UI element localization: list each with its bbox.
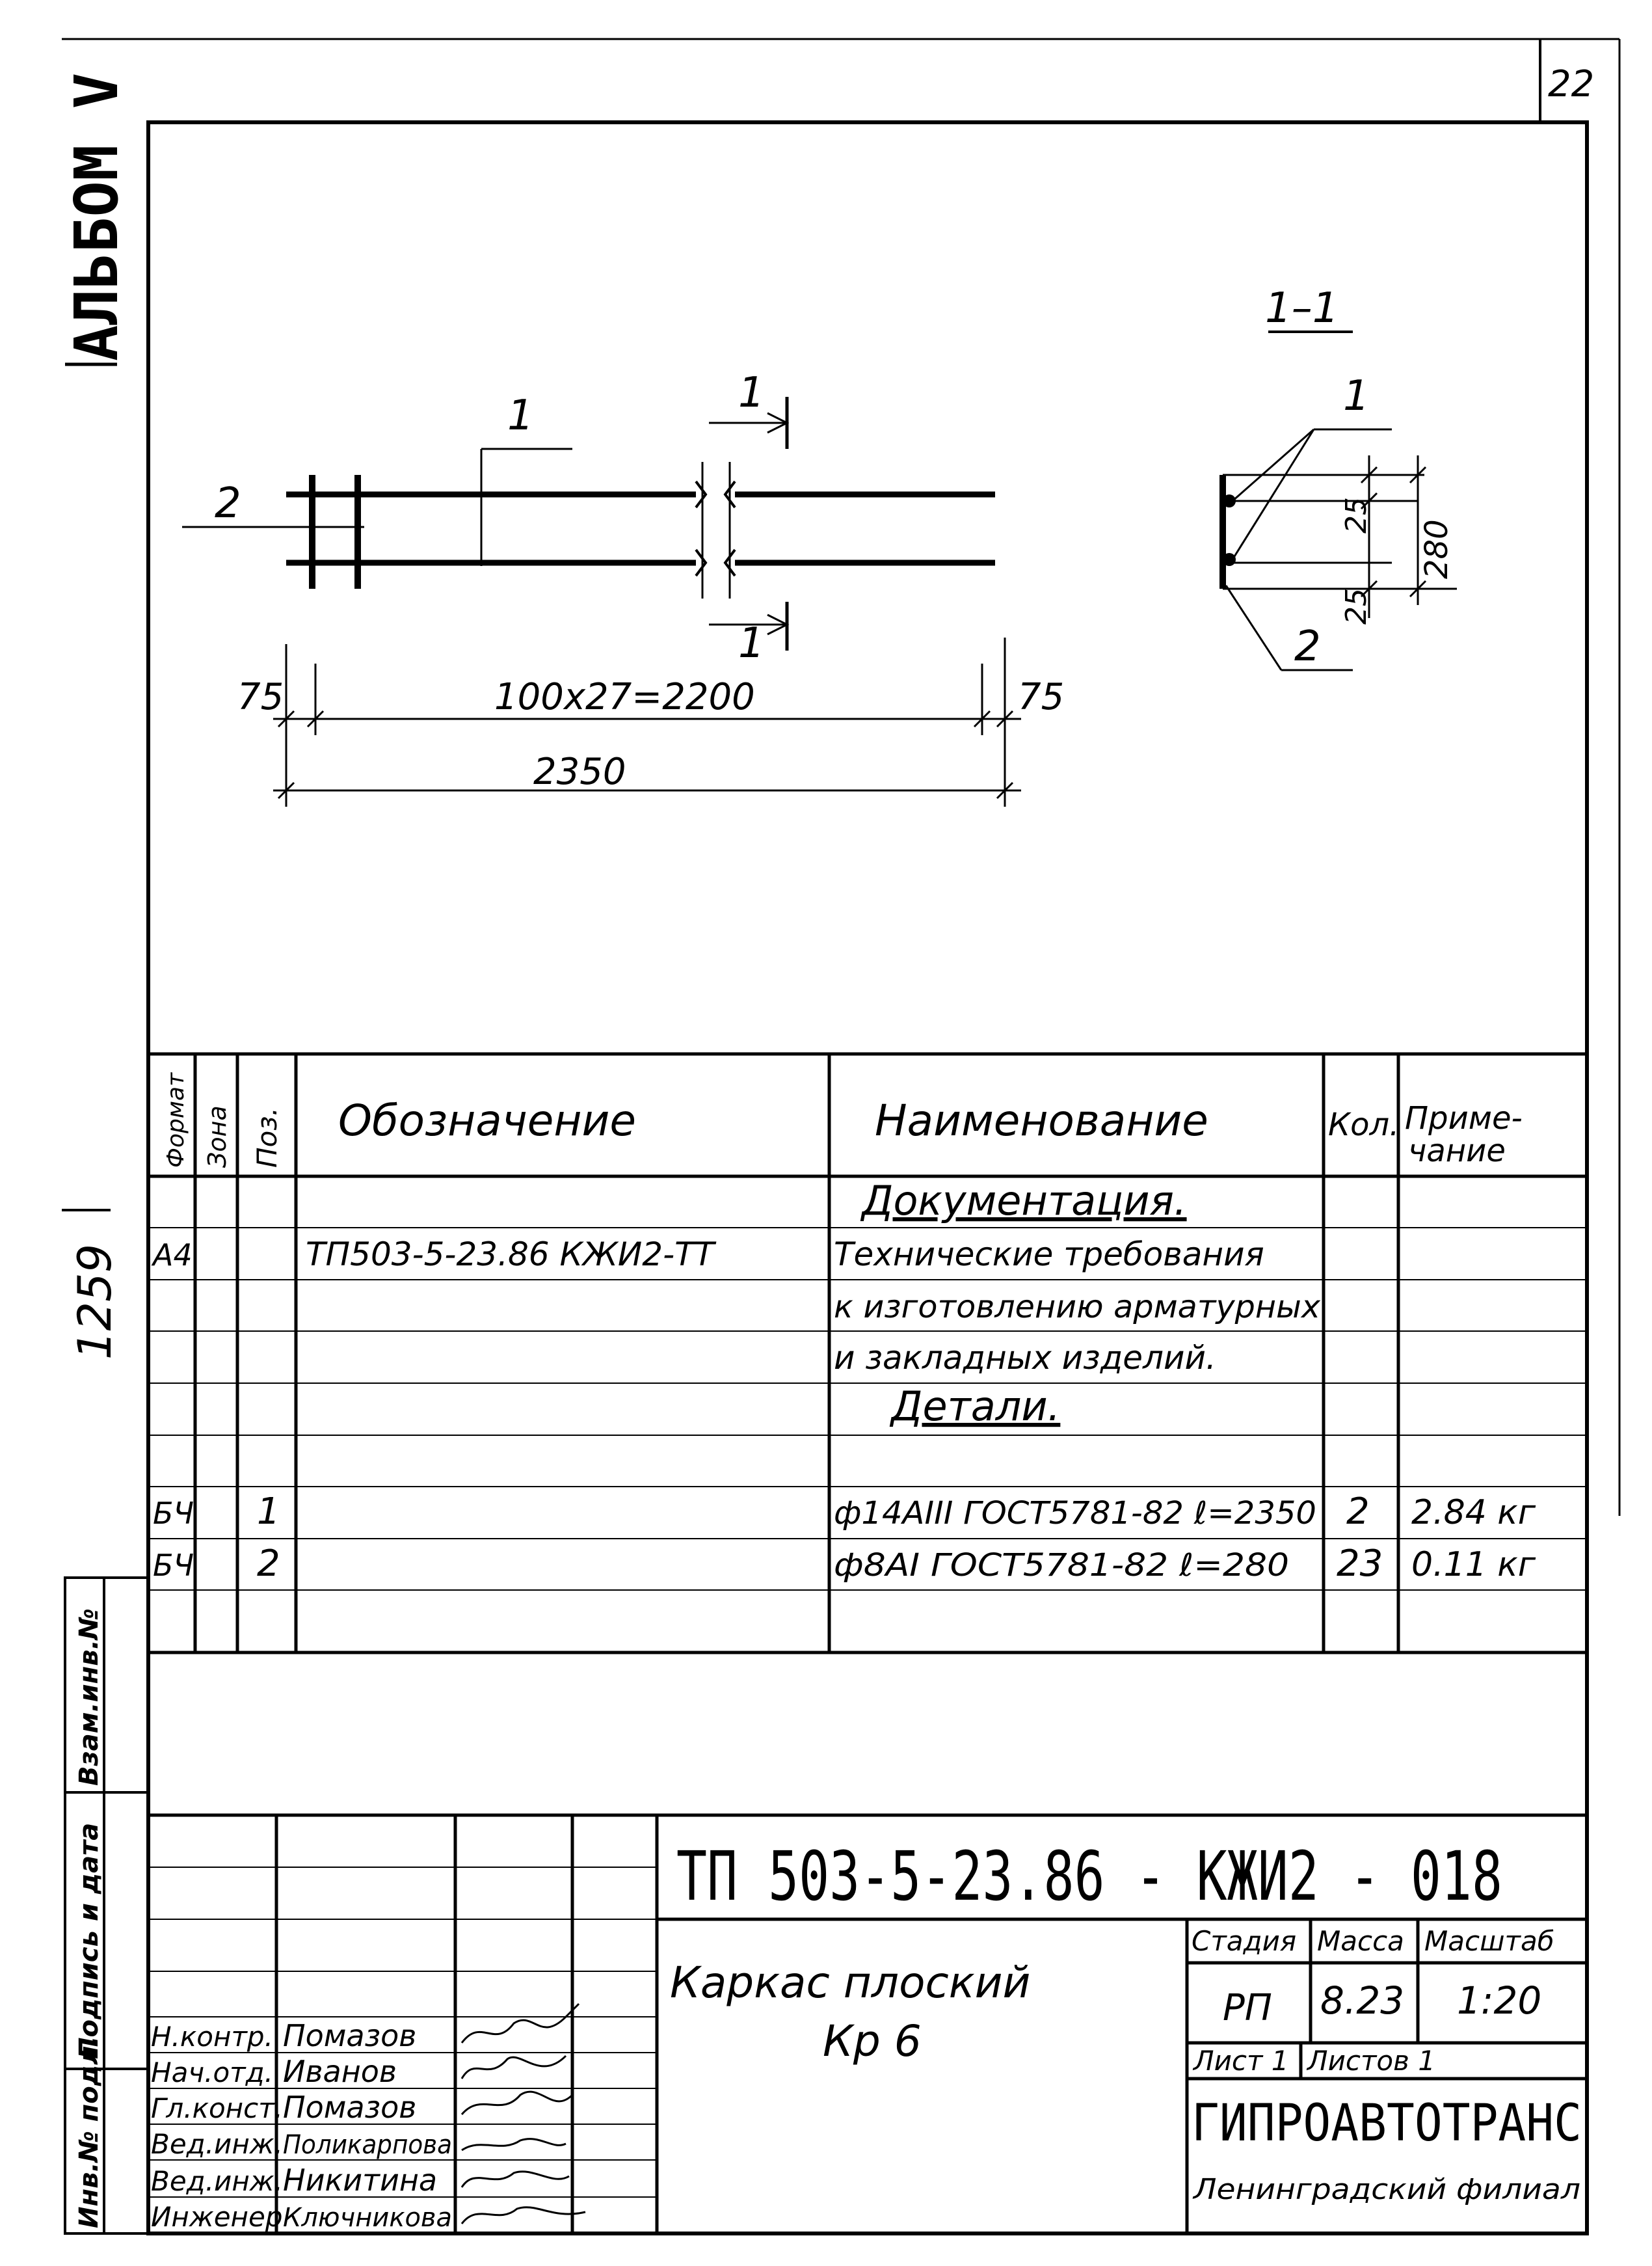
spec-row-note: 2.84 кг <box>1411 1493 1536 1532</box>
spec-row-format: А4 <box>153 1237 193 1273</box>
side-stamp-inv: Инв.№ подл. <box>74 2036 104 2228</box>
spec-row-name: к изготовлению арматурных <box>834 1289 1321 1325</box>
mass-value: 8.23 <box>1320 1978 1405 2023</box>
spec-row-name: ф14AIII ГОСТ5781-82 ℓ=2350 <box>834 1495 1316 1531</box>
spec-row-name: ф8AI ГОСТ5781-82 ℓ=280 <box>834 1547 1289 1584</box>
spec-row-qty: 2 <box>1346 1490 1370 1533</box>
scale-label: Масштаб <box>1424 1925 1554 1957</box>
staff-role: Вед.инж. <box>151 2165 283 2197</box>
staff-role: Гл.конст. <box>151 2092 284 2124</box>
spec-row-name: Детали. <box>891 1383 1061 1430</box>
spec-row-name: Документация. <box>862 1177 1187 1224</box>
drawing-pos2-label: 2 <box>215 479 241 528</box>
spec-row-name: Технические требования <box>834 1235 1264 1273</box>
dim-total: 2350 <box>533 751 626 793</box>
staff-signatures <box>462 2004 585 2224</box>
staff-name: Поликарпова <box>283 2130 452 2160</box>
header-note-2: чание <box>1408 1133 1506 1169</box>
staff-role: Н.контр. <box>151 2021 273 2053</box>
section-bar-bottom <box>1223 553 1236 566</box>
staff-role: Нач.отд. <box>151 2057 274 2088</box>
spec-row-name: и закладных изделий. <box>834 1339 1216 1377</box>
staff-role: Вед.инж. <box>151 2128 283 2160</box>
stage-label: Стадия <box>1192 1925 1297 1957</box>
section-pos2: 2 <box>1294 623 1321 671</box>
section-mark-bottom: 1 <box>738 619 765 668</box>
stage-value: РП <box>1223 1987 1272 2029</box>
header-pos: Поз. <box>251 1107 283 1168</box>
header-designation: Обозначение <box>338 1096 636 1146</box>
staff-role: Инженер <box>151 2201 283 2233</box>
spec-row-qty: 23 <box>1337 1543 1383 1585</box>
section-dim-25-bottom: 25 <box>1340 588 1373 625</box>
spec-row-format: БЧ <box>153 1496 194 1531</box>
side-stamp-replacement: Взам.инв.№ <box>74 1608 104 1786</box>
spec-row-format: БЧ <box>153 1548 194 1583</box>
staff-name: Никитина <box>283 2163 438 2198</box>
header-name: Наименование <box>875 1096 1208 1146</box>
album-label: АЛЬБОМ V <box>62 72 131 361</box>
mass-label: Масса <box>1317 1925 1404 1957</box>
header-qty: Кол. <box>1328 1107 1400 1143</box>
sheet-number: 22 <box>1548 63 1595 105</box>
document-name-1: Каркас плоский <box>670 1958 1031 2008</box>
section-mark-top: 1 <box>738 369 765 417</box>
document-name-2: Кр 6 <box>823 2016 922 2066</box>
organization-branch: Ленинградский филиал <box>1192 2173 1580 2206</box>
spec-row-note: 0.11 кг <box>1411 1545 1536 1584</box>
section-title: 1–1 <box>1265 284 1339 332</box>
header-note-1: Приме- <box>1405 1100 1523 1137</box>
staff-name: Помазов <box>283 2090 417 2125</box>
sheets-label: Листов 1 <box>1307 2045 1435 2077</box>
side-stamp-signature-date: Подпись и дата <box>74 1822 104 2059</box>
drawing-pos1-label: 1 <box>507 392 534 440</box>
dim-middle: 100x27=2200 <box>494 676 755 718</box>
side-number: 1259 <box>68 1243 122 1360</box>
dim-right: 75 <box>1018 676 1065 718</box>
staff-name: Иванов <box>283 2054 397 2089</box>
staff-name: Помазов <box>283 2018 417 2053</box>
section-dim-25-top: 25 <box>1340 497 1373 533</box>
scale-value: 1:20 <box>1457 1978 1542 2023</box>
document-code: ТП 503-5-23.86 - КЖИ2 - 018 <box>676 1837 1502 1916</box>
spec-row-designation: ТП503-5-23.86 КЖИ2-ТТ <box>306 1235 715 1273</box>
section-pos1: 1 <box>1343 372 1370 420</box>
frame-drawing <box>182 397 1021 807</box>
organization: ГИПРОАВТОТРАНС <box>1192 2094 1582 2153</box>
section-dim-280: 280 <box>1419 519 1455 579</box>
staff-name: Ключникова <box>283 2203 452 2233</box>
spec-row-pos: 1 <box>257 1490 280 1533</box>
spec-row-pos: 2 <box>257 1543 280 1585</box>
spec-row-lines <box>148 1228 1587 1590</box>
sheet-label: Лист 1 <box>1193 2045 1289 2077</box>
dim-left: 75 <box>237 676 284 718</box>
section-bar-top <box>1223 494 1236 507</box>
header-zone: Зона <box>203 1105 232 1168</box>
header-format: Формат <box>163 1072 189 1168</box>
